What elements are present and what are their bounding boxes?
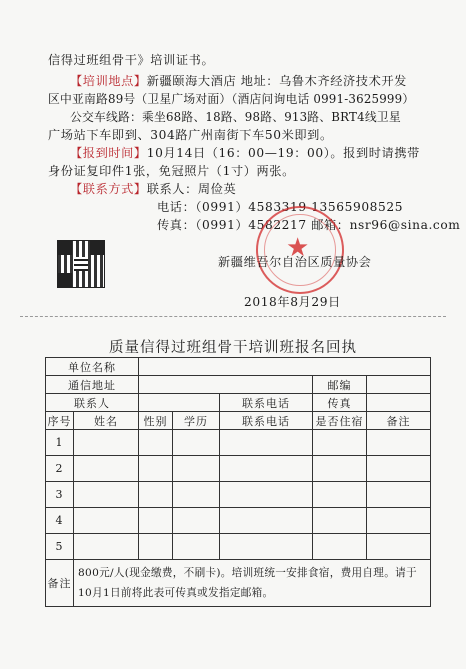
name-cell[interactable] bbox=[74, 508, 139, 534]
location-line-2: 区中亚南路89号（卫星广场对面）（酒店问询电话 0991-3625999） bbox=[48, 92, 415, 106]
table-row bbox=[46, 456, 431, 482]
qr-code bbox=[57, 240, 105, 288]
phone-line: 电话：（0991）4583319 13565908525 bbox=[157, 200, 404, 214]
date: 2018年8月29日 bbox=[244, 295, 341, 309]
location-text: 新疆颐海大酒店 地址：乌鲁木齐经济技术开发 bbox=[146, 74, 407, 88]
note-cell[interactable] bbox=[367, 456, 431, 482]
registration-form bbox=[45, 357, 431, 607]
location-label: 【培训地点】 bbox=[70, 74, 147, 88]
address-field[interactable] bbox=[139, 376, 313, 394]
row-index: 1 bbox=[46, 430, 74, 456]
table-row bbox=[46, 430, 431, 456]
contact-label: 【联系方式】 bbox=[70, 182, 147, 196]
postcode-field[interactable] bbox=[367, 376, 431, 394]
phone-cell[interactable] bbox=[220, 456, 313, 482]
col-header-phone: 联系电话 bbox=[220, 412, 313, 430]
row-index: 5 bbox=[46, 534, 74, 560]
row-index: 2 bbox=[46, 456, 74, 482]
phone-cell[interactable] bbox=[220, 534, 313, 560]
education-cell[interactable] bbox=[173, 482, 220, 508]
note-label: 备注 bbox=[46, 560, 74, 607]
note-cell[interactable] bbox=[367, 482, 431, 508]
lodging-cell[interactable] bbox=[313, 508, 367, 534]
table-row bbox=[46, 508, 431, 534]
gender-cell[interactable] bbox=[139, 508, 173, 534]
col-header-name: 姓名 bbox=[74, 412, 139, 430]
col-header-index: 序号 bbox=[46, 412, 74, 430]
checkin-line-2: 身份证复印件1张，免冠照片（1寸）两张。 bbox=[48, 164, 295, 178]
bus-line-1: 公交车线路：乘坐68路、18路、98路、913路、BRT4线卫星 bbox=[70, 110, 401, 124]
text-line-1: 信得过班组骨干》培训证书。 bbox=[48, 53, 215, 67]
education-cell[interactable] bbox=[173, 456, 220, 482]
lodging-cell[interactable] bbox=[313, 430, 367, 456]
gender-cell[interactable] bbox=[139, 534, 173, 560]
unit-name-field[interactable] bbox=[139, 358, 431, 376]
lodging-cell[interactable] bbox=[313, 482, 367, 508]
col-header-lodging: 是否住宿 bbox=[313, 412, 367, 430]
checkin-label: 【报到时间】 bbox=[70, 146, 147, 160]
phone-cell[interactable] bbox=[220, 430, 313, 456]
education-cell[interactable] bbox=[173, 508, 220, 534]
contact-phone-label: 联系电话 bbox=[220, 394, 313, 412]
table-row bbox=[46, 534, 431, 560]
organization: 新疆维吾尔自治区质量协会 bbox=[218, 255, 372, 269]
row-index: 3 bbox=[46, 482, 74, 508]
checkin-text: 10月14日（16：00—19：00）。报到时请携带 bbox=[146, 146, 420, 160]
phone-cell[interactable] bbox=[220, 508, 313, 534]
cut-line bbox=[20, 316, 446, 317]
col-header-note: 备注 bbox=[367, 412, 431, 430]
contact-person-field[interactable] bbox=[139, 394, 220, 412]
unit-name-label: 单位名称 bbox=[46, 358, 139, 376]
lodging-cell[interactable] bbox=[313, 534, 367, 560]
gender-cell[interactable] bbox=[139, 456, 173, 482]
note-cell[interactable] bbox=[367, 430, 431, 456]
contact-text: 联系人：周俭英 bbox=[146, 182, 237, 196]
col-header-gender: 性别 bbox=[139, 412, 173, 430]
name-cell[interactable] bbox=[74, 430, 139, 456]
name-cell[interactable] bbox=[74, 456, 139, 482]
lodging-cell[interactable] bbox=[313, 456, 367, 482]
phone-cell[interactable] bbox=[220, 482, 313, 508]
postcode-label: 邮编 bbox=[313, 376, 367, 394]
education-cell[interactable] bbox=[173, 534, 220, 560]
contact-line bbox=[70, 180, 236, 197]
note-cell[interactable] bbox=[367, 534, 431, 560]
official-seal bbox=[256, 206, 344, 294]
gender-cell[interactable] bbox=[139, 482, 173, 508]
fax-line: 传真：（0991）4582217 邮箱：nsr96@sina.com bbox=[157, 218, 461, 232]
table-row bbox=[46, 482, 431, 508]
contact-person-label: 联系人 bbox=[46, 394, 139, 412]
gender-cell[interactable] bbox=[139, 430, 173, 456]
note-cell[interactable] bbox=[367, 508, 431, 534]
checkin-line bbox=[70, 144, 420, 161]
education-cell[interactable] bbox=[173, 430, 220, 456]
name-cell[interactable] bbox=[74, 482, 139, 508]
location-line bbox=[70, 72, 407, 89]
form-title: 质量信得过班组骨干培训班报名回执 bbox=[109, 340, 357, 356]
bus-line-2: 广场站下车即到、304路广州南街下车50米即到。 bbox=[48, 128, 333, 142]
col-header-education: 学历 bbox=[173, 412, 220, 430]
fax-field[interactable] bbox=[367, 394, 431, 412]
row-index: 4 bbox=[46, 508, 74, 534]
address-label: 通信地址 bbox=[46, 376, 139, 394]
name-cell[interactable] bbox=[74, 534, 139, 560]
fax-label: 传真 bbox=[313, 394, 367, 412]
note-text: 800元/人(现金缴费，不刷卡)。培训班统一安排食宿，费用自理。请于10月1日前将此表可传真或发指定邮箱。 bbox=[74, 560, 431, 607]
